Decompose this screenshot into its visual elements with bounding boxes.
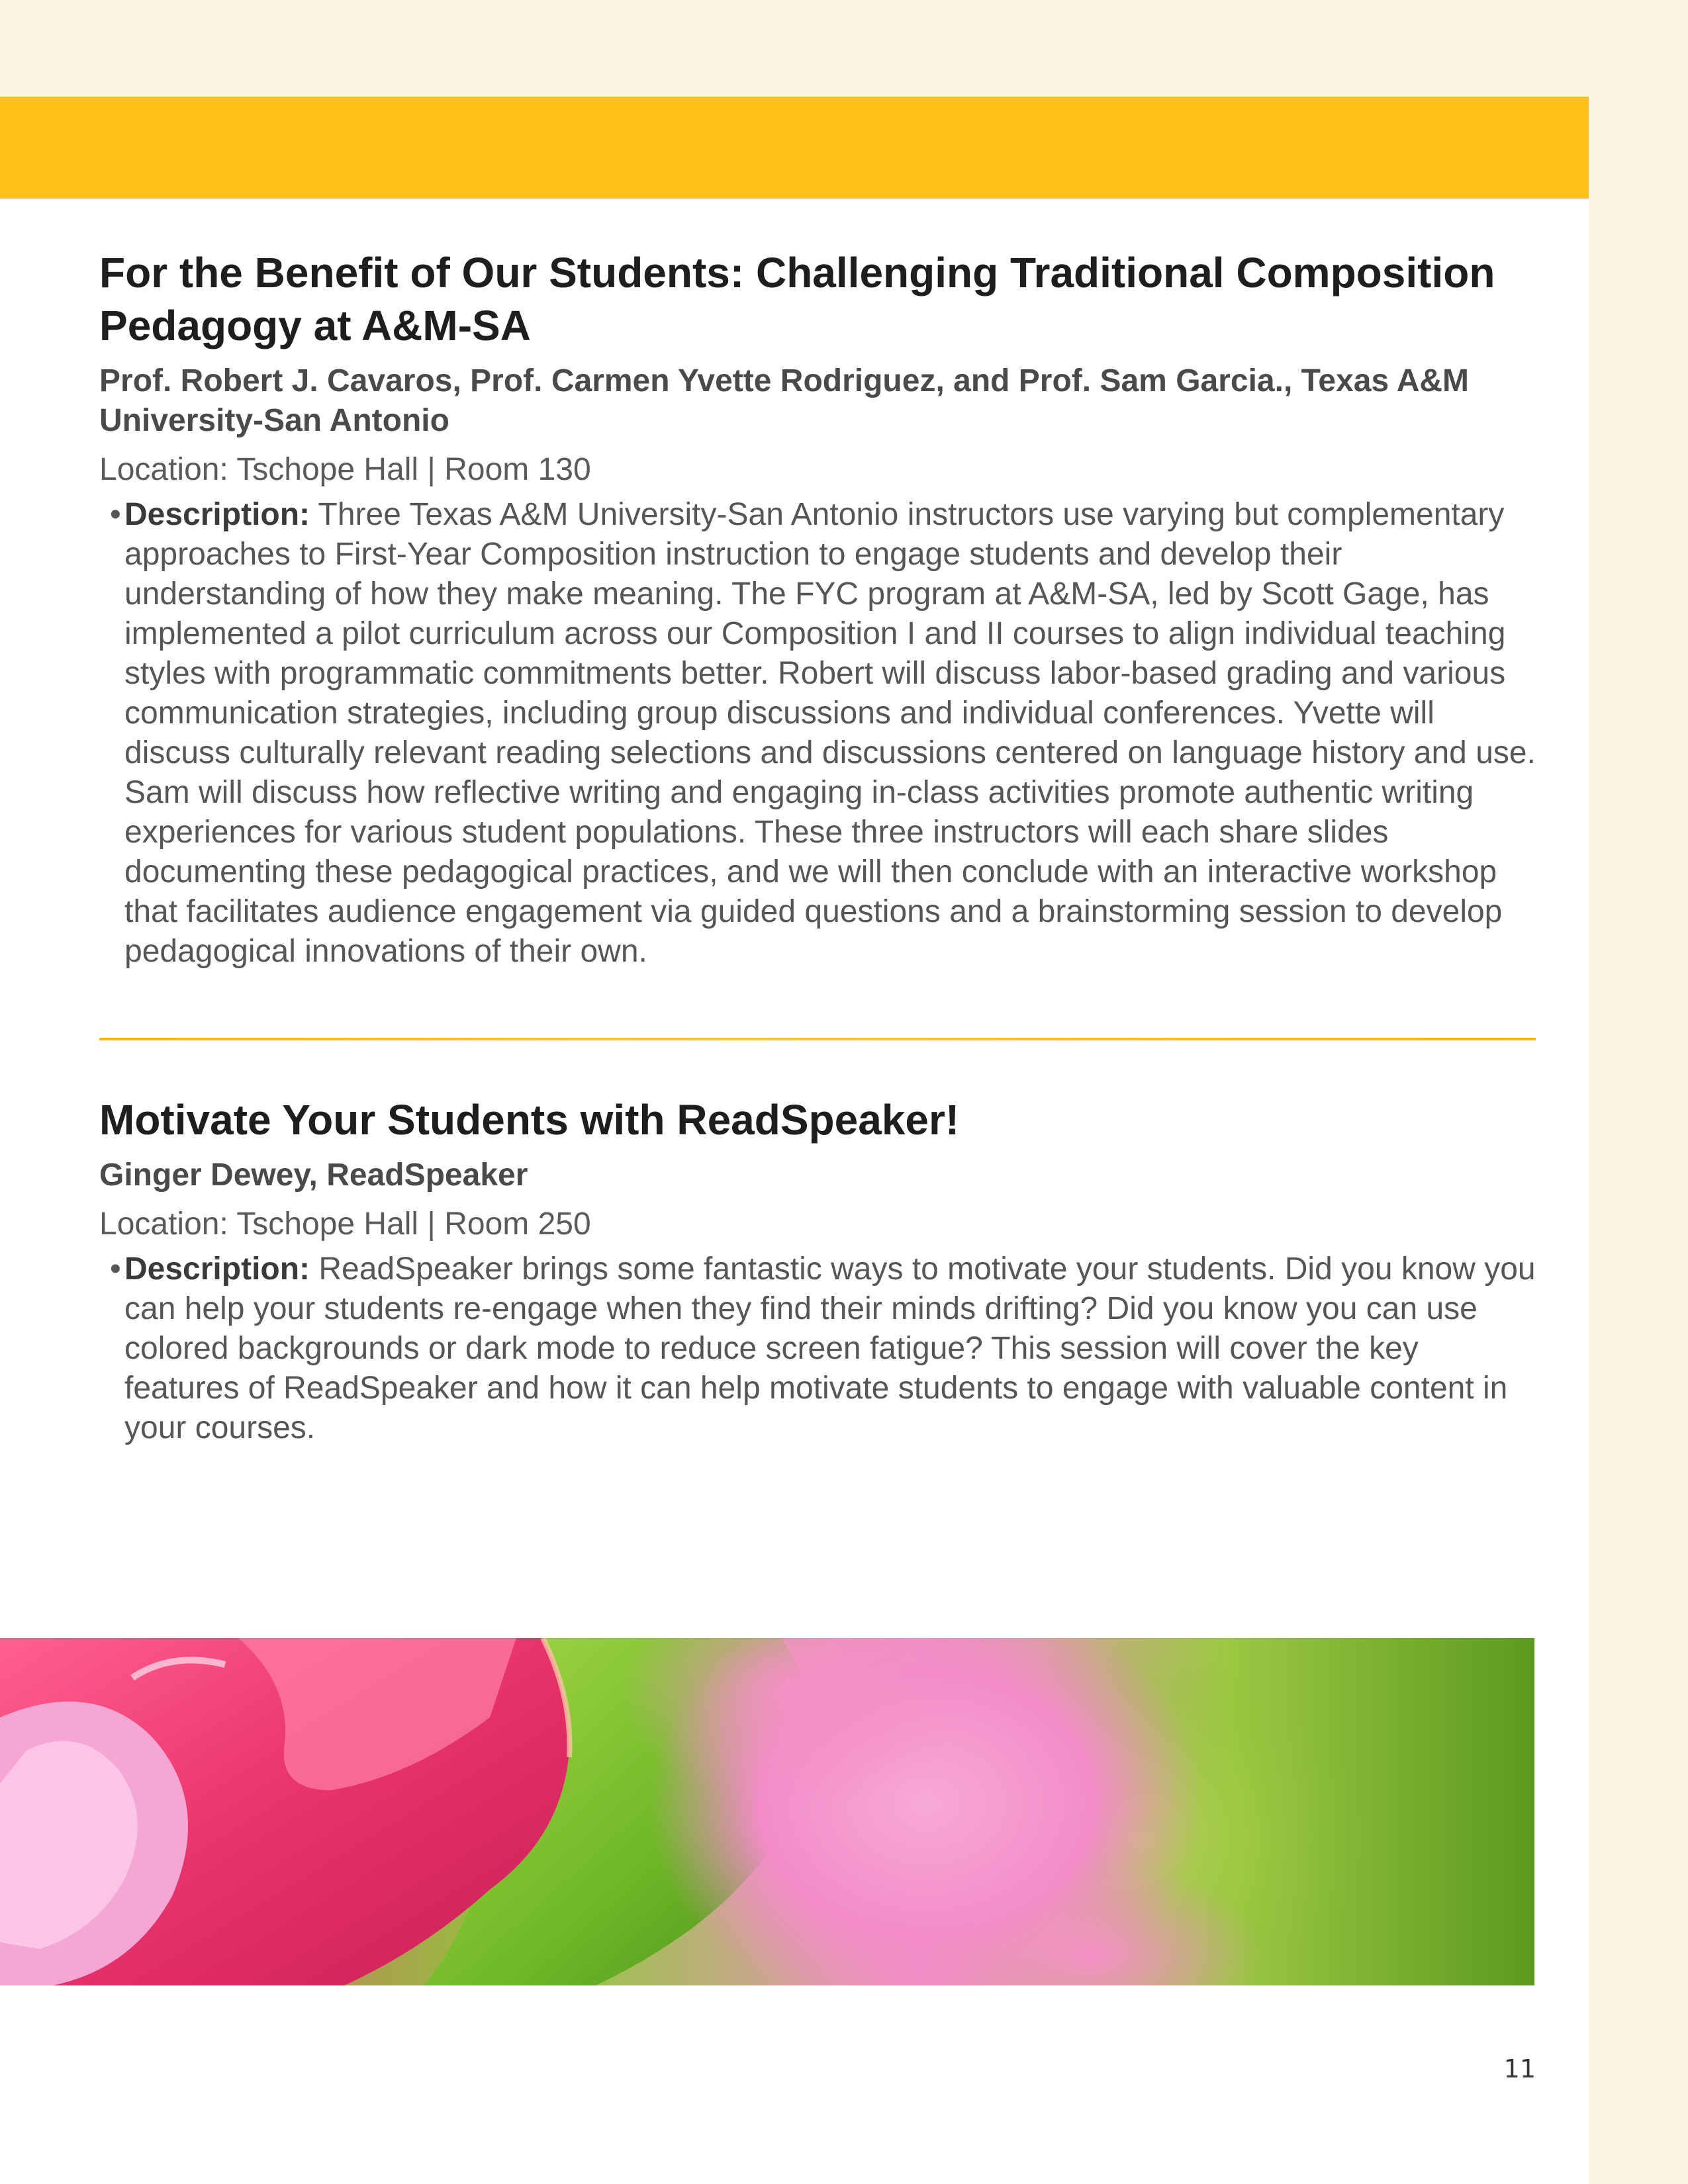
session-location: Location: Tschope Hall | Room 130	[99, 452, 591, 487]
description-label: Description:	[124, 497, 310, 532]
session-1	[99, 246, 1536, 972]
session-description	[99, 1250, 1536, 1448]
flower-photo	[0, 1638, 1534, 1985]
top-margin	[0, 0, 1589, 97]
flower-banner-image	[0, 1638, 1534, 1985]
page-number: 11	[1503, 2054, 1536, 2083]
description-text: ReadSpeaker brings some fantastic ways to motivate your students. Did you know you can help your students re-engage when they find their minds drifting? Did you know you can use colored backgrounds or dark mode to reduce screen fatigue? This session will cover the key features of ReadSpeaker and how it can help motivate students to engage with valuable content in your courses.	[124, 1251, 1536, 1445]
session-title: For the Benefit of Our Students: Challenging Traditional Composition Pedagogy at A&M-SA	[99, 249, 1495, 349]
session-2	[99, 1093, 1536, 1448]
session-title: Motivate Your Students with ReadSpeaker!	[99, 1096, 960, 1144]
session-location: Location: Tschope Hall | Room 250	[99, 1206, 591, 1242]
description-text: Three Texas A&M University-San Antonio instructors use varying but complementary approaches to First-Year Composition instruction to engage students and develop their understanding of how they make meaning. The FYC program at A&M-SA, led by Scott Gage, has implemented a pilot curriculum across our Composition I and II courses to align individual teaching styles with programmatic commitments better. Robert will discuss labor-based grading and various communication strategies, including group discussions and individual conferences. Yvette will discuss culturally relevant reading selections and discussions centered on language history and use. Sam will discuss how reflective writing and engaging in-class activities promote authentic writing experiences for various student populations. These three instructors will each share slides documenting these pedagogical practices, and we will then conclude with an interactive workshop that facilitates audience engagement via guided questions and a brainstorming session to develop pedagogical innovations of their own.	[124, 497, 1536, 969]
description-label: Description:	[124, 1251, 310, 1287]
bullet: •	[110, 497, 121, 532]
session-presenters: Ginger Dewey, ReadSpeaker	[99, 1158, 528, 1193]
section-divider	[99, 1038, 1536, 1040]
session-presenters: Prof. Robert J. Cavaros, Prof. Carmen Yvette Rodriguez, and Prof. Sam Garcia., Texas A&M University-San Antonio	[99, 363, 1470, 438]
session-description	[99, 495, 1536, 972]
header-band	[0, 97, 1589, 199]
bullet: •	[110, 1251, 121, 1287]
